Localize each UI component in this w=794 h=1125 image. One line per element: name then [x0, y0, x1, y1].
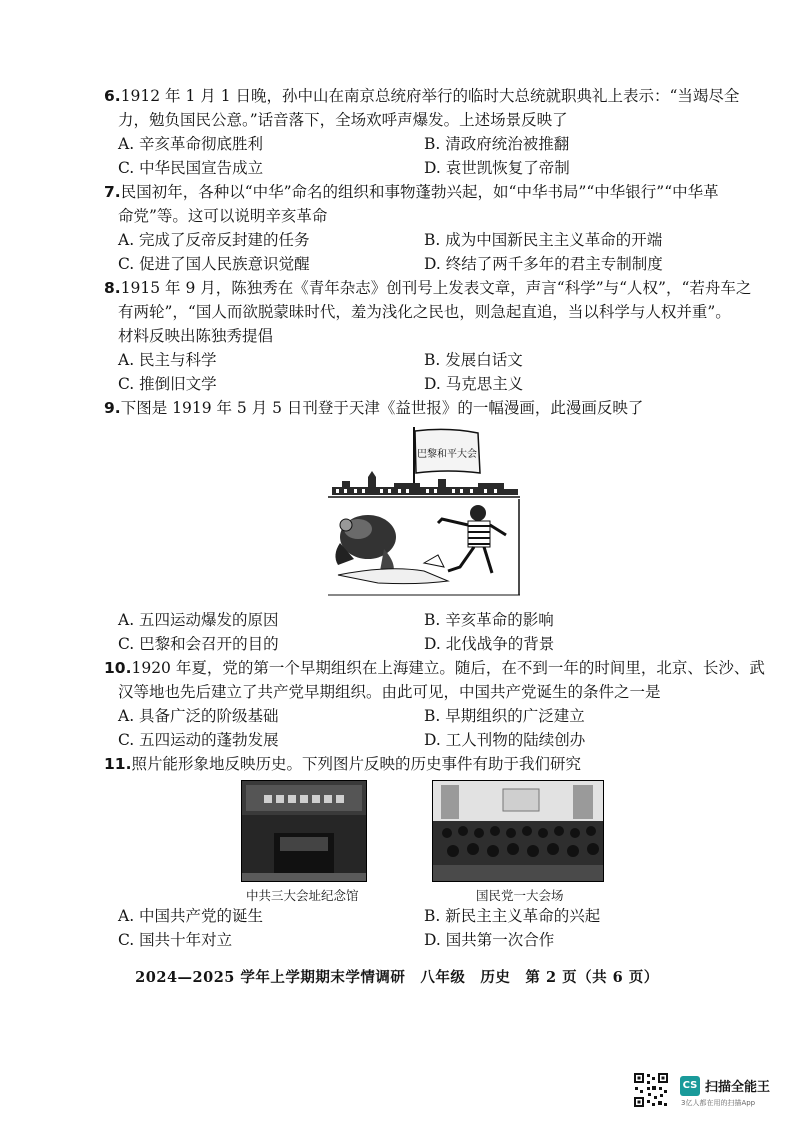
question-10 — [104, 656, 765, 752]
question-9-options — [104, 608, 744, 656]
option-d: D. 袁世凯恢复了帝制 — [424, 159, 570, 177]
question-stem-line: 1920 年夏，党的第一个早期组织在上海建立。随后，在不到一年的时间里，北京、长沙、武 — [131, 659, 765, 677]
option-c: C. 推倒旧文学 — [118, 375, 217, 393]
option-c: C. 国共十年对立 — [118, 931, 233, 949]
question-stem-line: 民国初年，各种以“中华”命名的组织和事物蓬勃兴起，如“中华书局”“中华银行”“中华革 — [120, 183, 719, 201]
option-d: D. 国共第一次合作 — [424, 931, 555, 949]
question-number: 7. — [104, 183, 121, 201]
cartoon-illustration — [328, 425, 520, 602]
option-c: C. 五四运动的蓬勃发展 — [118, 731, 279, 749]
question-number: 9. — [104, 399, 121, 417]
photo-cpc-third-congress-memorial — [241, 780, 367, 882]
question-6 — [104, 84, 744, 180]
question-number: 10. — [104, 659, 132, 677]
option-a: A. 民主与科学 — [118, 351, 217, 369]
question-8 — [104, 276, 752, 396]
option-a: A. 中国共产党的诞生 — [118, 907, 264, 925]
question-stem-line: 汉等地也先后建立了共产党早期组织。由此可见，中国共产党诞生的条件之一是 — [118, 683, 661, 701]
question-stem-line: 下图是 1919 年 5 月 5 日刊登于天津《益世报》的一幅漫画，此漫画反映了 — [120, 399, 644, 417]
option-a: A. 具备广泛的阶级基础 — [118, 707, 279, 725]
option-c: C. 促进了国人民族意识觉醒 — [118, 255, 310, 273]
option-a: A. 辛亥革命彻底胜利 — [118, 135, 264, 153]
option-b: B. 成为中国新民主主义革命的开端 — [424, 231, 663, 249]
congress-hall-photo-image — [433, 781, 603, 881]
question-9 — [104, 396, 744, 420]
question-stem-line: 力，勉负国民公意。”话音落下，全场欢呼声爆发。上述场景反映了 — [118, 111, 568, 129]
photo-caption: 中共三大会址纪念馆 — [246, 888, 359, 903]
option-c: C. 中华民国宣告成立 — [118, 159, 264, 177]
question-number: 11. — [104, 755, 132, 773]
camscanner-tagline: 3亿人都在用的扫描App — [681, 1099, 756, 1107]
option-d: D. 北伐战争的背景 — [424, 635, 555, 653]
option-b: B. 发展白话文 — [424, 351, 523, 369]
option-b: B. 早期组织的广泛建立 — [424, 707, 585, 725]
option-c: C. 巴黎和会召开的目的 — [118, 635, 279, 653]
option-b: B. 辛亥革命的影响 — [424, 611, 554, 629]
option-d: D. 工人刊物的陆续创办 — [424, 731, 586, 749]
photo-caption: 国民党一大会场 — [476, 888, 564, 903]
qr-code-icon — [633, 1072, 669, 1108]
question-number: 6. — [104, 87, 121, 105]
question-stem-line: 1915 年 9 月，陈独秀在《青年杂志》创刊号上发表文章，声言“科学”与“人权”，“若舟车之 — [120, 279, 752, 297]
option-a: A. 五四运动爆发的原因 — [118, 611, 279, 629]
question-stem-line: 命党”等。这可以说明辛亥革命 — [118, 207, 328, 225]
question-stem-line: 1912 年 1 月 1 日晚，孙中山在南京总统府举行的临时大总统就职典礼上表示：“当竭尽全 — [120, 87, 740, 105]
question-11-options — [104, 904, 744, 952]
question-stem-line: 照片能形象地反映历史。下列图片反映的历史事件有助于我们研究 — [131, 755, 581, 773]
option-d: D. 终结了两千多年的君主专制制度 — [424, 255, 663, 273]
question-7 — [104, 180, 744, 276]
question-stem-line: 材料反映出陈独秀提倡 — [118, 327, 274, 345]
cartoon-drawing — [328, 425, 520, 602]
option-b: B. 新民主主义革命的兴起 — [424, 907, 601, 925]
page-footer: 2024—2025 学年上学期期末学情调研 八年级 历史 第 2 页（共 6 页） — [135, 969, 659, 986]
camscanner-name: 扫描全能王 — [705, 1080, 771, 1095]
camscanner-logo-icon: CS — [680, 1076, 700, 1096]
flag-label: 巴黎和平大会 — [417, 449, 477, 460]
question-stem-line: 有两轮”，“国人而欲脱蒙昧时代，羞为浅化之民也，则急起直追，当以科学与人权并重”。 — [118, 303, 731, 321]
option-b: B. 清政府统治被推翻 — [424, 135, 570, 153]
option-a: A. 完成了反帝反封建的任务 — [118, 231, 310, 249]
photo-kmt-first-congress-hall — [432, 780, 604, 882]
question-number: 8. — [104, 279, 121, 297]
question-11 — [104, 752, 744, 776]
option-d: D. 马克思主义 — [424, 375, 524, 393]
memorial-photo-image — [242, 781, 366, 881]
